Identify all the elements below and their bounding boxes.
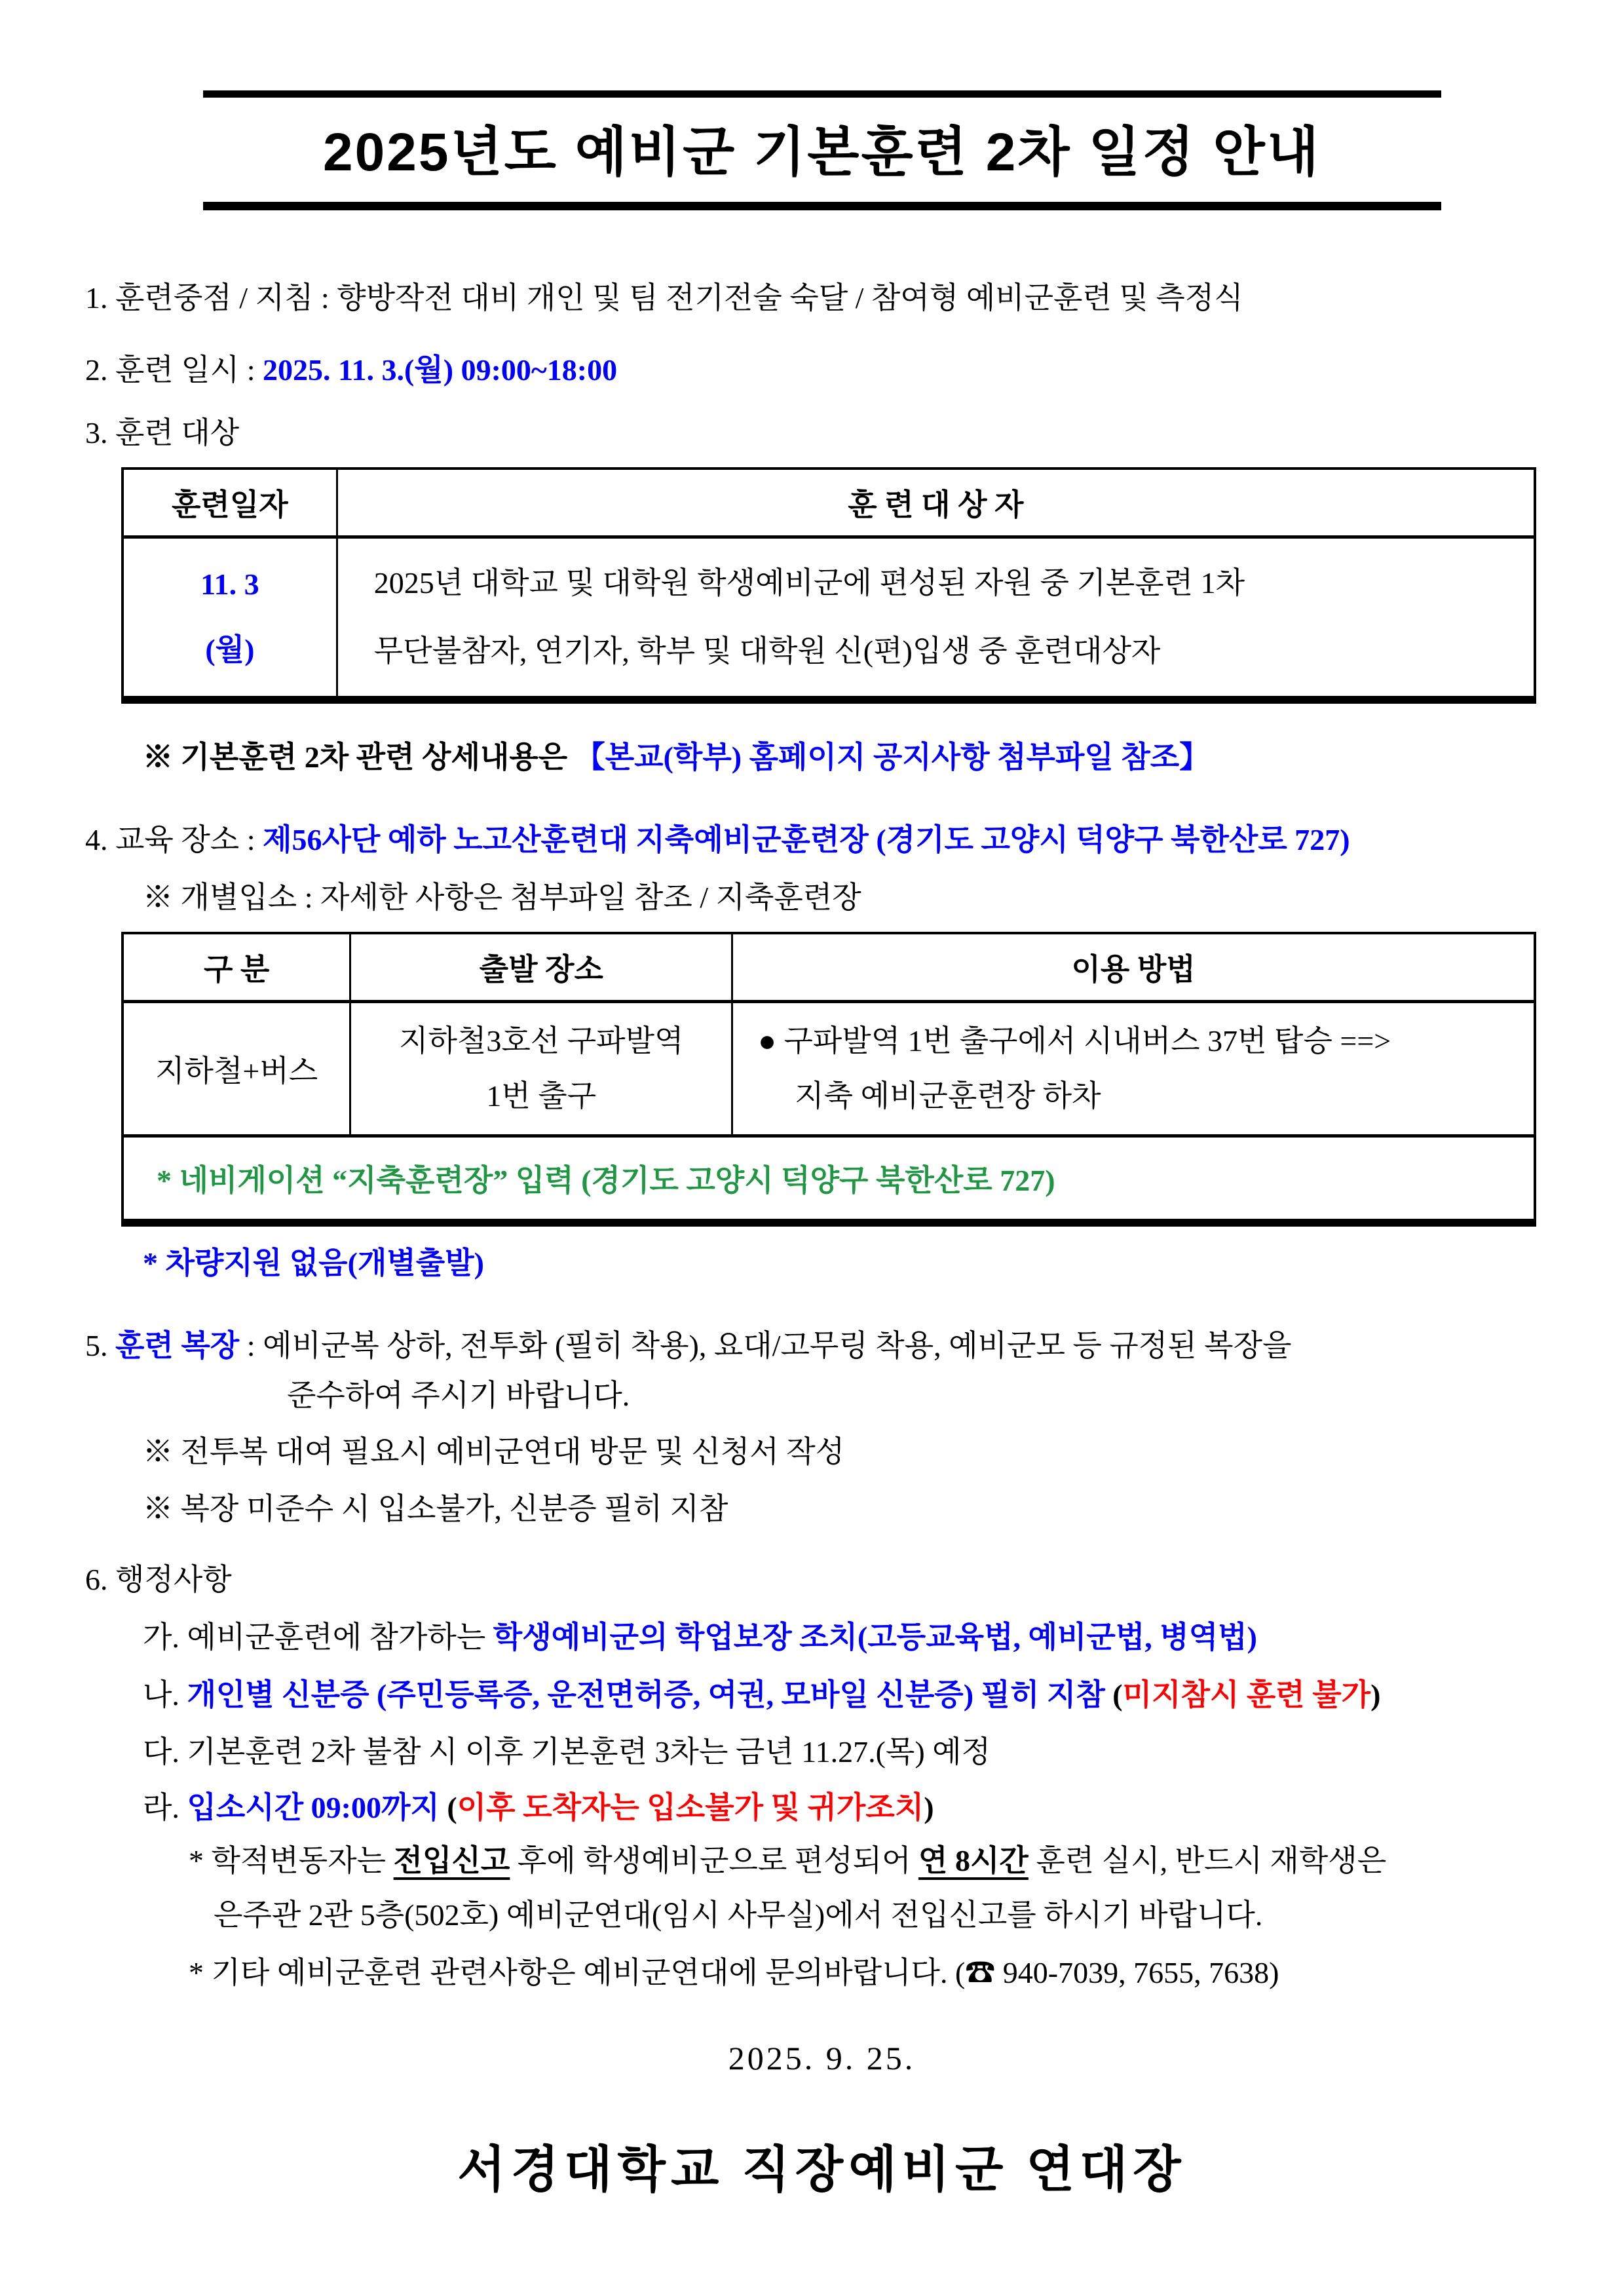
- target-table-cell-date: [123, 537, 337, 700]
- target-date-line1: 11. 3: [200, 567, 259, 601]
- signature: [85, 2141, 1558, 2200]
- transfer-p1: * 학적변동자는: [189, 1844, 394, 1877]
- section-admin: [85, 1560, 1558, 1599]
- uniform-label: 훈련 복장: [115, 1329, 240, 1362]
- training-target-label: 3. 훈련 대상: [85, 416, 240, 450]
- section-training-focus: [85, 278, 1558, 318]
- departure-line1: 지하철3호선 구파발역: [399, 1024, 684, 1058]
- uniform-note-id-text: ※ 복장 미준수 시 입소불가, 신분증 필히 지참: [143, 1492, 728, 1525]
- detail-note-highlight: 【본교(학부) 홈페이지 공지사항 첨부파일 참조】: [575, 740, 1210, 774]
- admin-na-paren-close: ): [1370, 1678, 1381, 1712]
- transfer-line2-text: 은주관 2관 5층(502호) 예비군연대(임시 사무실)에서 전입신고를 하시기 바랍니다.: [214, 1898, 1263, 1932]
- training-target-table: [121, 467, 1536, 704]
- transport-cell-departure: [350, 1002, 732, 1136]
- navigation-note-row: [123, 1136, 1535, 1223]
- document-title: 2025년도 예비군 기본훈련 2차 일정 안내: [323, 123, 1321, 182]
- transfer-p3: 훈련 실시, 반드시 재학생은: [1028, 1844, 1387, 1877]
- admin-da-text: 다. 기본훈련 2차 불참 시 이후 기본훈련 3차는 금년 11.27.(목) 예정: [143, 1735, 991, 1769]
- transfer-underline2: 연 8시간: [918, 1844, 1029, 1877]
- transport-header-departure: 출발 장소: [350, 933, 732, 1002]
- detail-reference-note: [143, 738, 1558, 777]
- transport-cell-category: 지하철+버스: [123, 1002, 350, 1136]
- admin-na-paren-open: (: [1112, 1678, 1123, 1712]
- uniform-note-id: [143, 1489, 1558, 1529]
- uniform-num: 5.: [85, 1329, 115, 1362]
- admin-ra-paren-open: (: [447, 1791, 457, 1824]
- admin-na-warning: 미지참시 훈련 불가: [1122, 1678, 1371, 1712]
- admin-ga-highlight: 학생예비군의 학업보장 조치(고등교육법, 예비군법, 병역법): [493, 1620, 1257, 1654]
- navigation-note-cell: [123, 1136, 1535, 1223]
- admin-na-prefix: 나.: [143, 1678, 187, 1712]
- location-label: 4. 교육 장소 :: [85, 823, 263, 856]
- admin-item-ga: [143, 1618, 1558, 1657]
- target-desc-line1: 2025년 대학교 및 대학원 학생예비군에 편성된 자원 중 기본훈련 1차: [373, 566, 1245, 600]
- admin-na-highlight: 개인별 신분증 (주민등록증, 운전면허증, 여권, 모바일 신분증) 필히 지참: [187, 1678, 1113, 1712]
- individual-entry-text: ※ 개별입소 : 자세한 사항은 첨부파일 참조 / 지축훈련장: [143, 881, 861, 914]
- departure-line2: 1번 출구: [486, 1079, 597, 1113]
- admin-ra-warning: 이후 도착자는 입소불가 및 귀가조치: [457, 1791, 924, 1824]
- admin-ra-highlight: 입소시간 09:00까지: [187, 1791, 447, 1824]
- contact-note-text: * 기타 예비군훈련 관련사항은 예비군연대에 문의바랍니다. (☎ 940-7039, 7655, 7638): [189, 1956, 1279, 1989]
- uniform-note-rental-text: ※ 전투복 대여 필요시 예비군연대 방문 및 신청서 작성: [143, 1435, 845, 1468]
- uniform-note-rental: [143, 1432, 1558, 1472]
- target-table-cell-subject: [337, 537, 1535, 700]
- section-training-location: [85, 820, 1558, 860]
- method-line2: 지축 예비군훈련장 하차: [795, 1079, 1101, 1113]
- transfer-note-line1: [189, 1841, 1558, 1881]
- training-focus-text: 1. 훈련중점 / 지침 : 향방작전 대비 개인 및 팀 전기전술 숙달 / 참여형 예비군훈련 및 측정식: [85, 281, 1243, 315]
- location-value: 제56사단 예하 노고산훈련대 지축예비군훈련장 (경기도 고양시 덕양구 북한산로 727): [263, 823, 1350, 856]
- individual-entry-note: [143, 878, 1558, 917]
- issue-date-text: 2025. 9. 25.: [728, 2040, 916, 2076]
- issue-date: [85, 2038, 1558, 2078]
- admin-ra-paren-close: ): [924, 1791, 934, 1824]
- signature-text: 서경대학교 직장예비군 연대장: [457, 2143, 1186, 2198]
- table-row: [123, 1002, 1535, 1136]
- uniform-sep: :: [239, 1329, 263, 1362]
- target-date-line2: (월): [205, 633, 255, 666]
- table-header-row: [123, 933, 1535, 1002]
- admin-item-na: [143, 1675, 1558, 1715]
- method-line1: ● 구파발역 1번 출구에서 시내버스 37번 탑승 ==>: [758, 1024, 1391, 1058]
- section-training-target: [85, 413, 1558, 453]
- section-training-datetime: [85, 351, 1558, 390]
- table-row: [123, 537, 1535, 700]
- document-title-block: [203, 90, 1441, 210]
- uniform-line2: [287, 1376, 1558, 1415]
- transfer-note-line2: [214, 1896, 1558, 1935]
- vehicle-support-note: [143, 1244, 1558, 1283]
- target-table-header-date: 훈련일자: [123, 469, 337, 537]
- vehicle-support-text: * 차량지원 없음(개별출발): [143, 1246, 484, 1280]
- section-training-uniform: [85, 1326, 1558, 1366]
- transport-header-category: 구 분: [123, 933, 350, 1002]
- datetime-label: 2. 훈련 일시 :: [85, 353, 263, 387]
- detail-note-prefix: ※ 기본훈련 2차 관련 상세내용은: [143, 740, 575, 774]
- transfer-p2: 후에 학생예비군으로 편성되어: [510, 1844, 919, 1877]
- navigation-note-text: * 네비게이션 “지축훈련장” 입력 (경기도 고양시 덕양구 북한산로 727): [157, 1164, 1055, 1197]
- transport-header-method: 이용 방법: [732, 933, 1535, 1002]
- admin-ra-prefix: 라.: [143, 1791, 187, 1824]
- admin-item-ra: [143, 1788, 1558, 1827]
- contact-note: [189, 1953, 1558, 1993]
- table-header-row: [123, 469, 1535, 537]
- transfer-underline1: 전입신고: [393, 1844, 510, 1877]
- transport-cell-method: [732, 1002, 1535, 1136]
- admin-ga-prefix: 가. 예비군훈련에 참가하는: [143, 1620, 493, 1654]
- uniform-line1-text: 예비군복 상하, 전투화 (필히 착용), 요대/고무링 착용, 예비군모 등 규정된 복장을: [263, 1329, 1292, 1362]
- uniform-line2-text: 준수하여 주시기 바랍니다.: [287, 1379, 630, 1412]
- target-table-header-subject: 훈 련 대 상 자: [337, 469, 1535, 537]
- transportation-table: [121, 932, 1536, 1227]
- admin-item-da: [143, 1732, 1558, 1772]
- target-desc-line2: 무단불참자, 연기자, 학부 및 대학원 신(편)입생 중 훈련대상자: [373, 634, 1161, 668]
- admin-label: 6. 행정사항: [85, 1563, 232, 1596]
- datetime-value: 2025. 11. 3.(월) 09:00~18:00: [263, 353, 618, 387]
